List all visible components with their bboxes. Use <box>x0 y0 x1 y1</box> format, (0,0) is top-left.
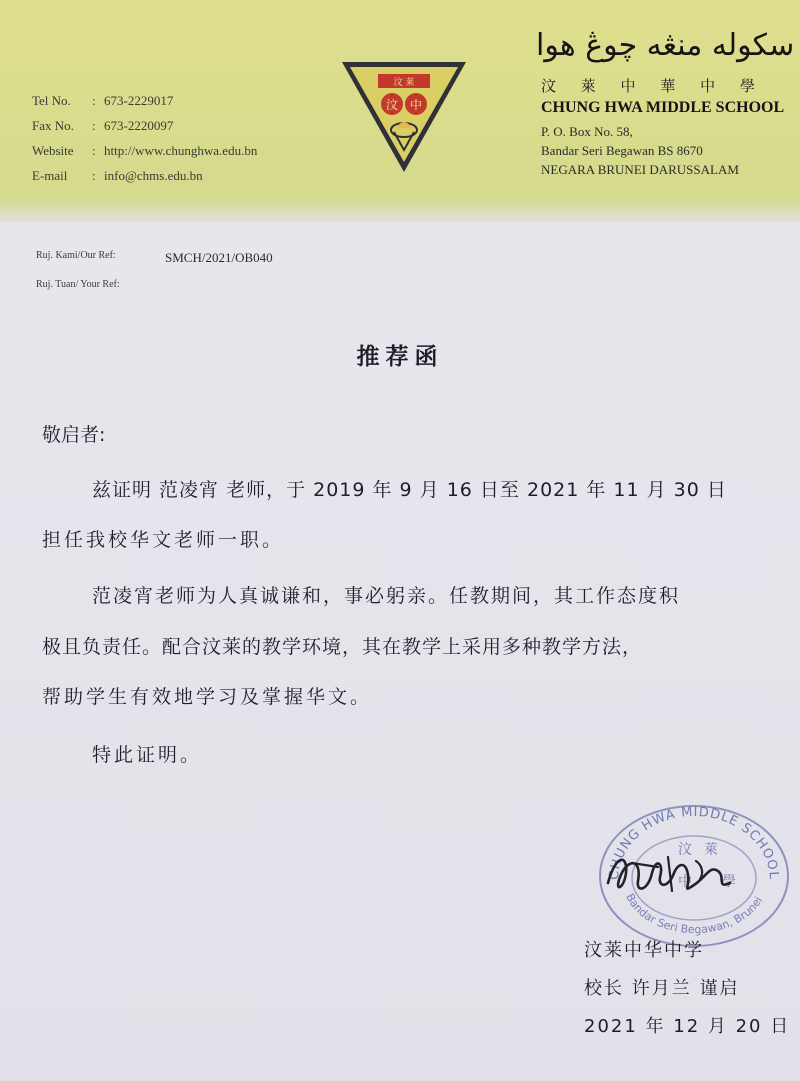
closing-signer: 校长 许月兰 谨启 <box>584 978 740 999</box>
address-line: NEGARA BRUNEI DARUSSALAM <box>541 162 739 177</box>
contact-label: E-mail <box>32 168 68 183</box>
our-ref-label: Ruj. Kami/Our Ref: <box>36 250 116 261</box>
school-address <box>541 122 739 179</box>
school-name-chinese: 汶 萊 中 華 中 學 <box>541 77 765 95</box>
your-ref-label: Ruj. Tuan/ Your Ref: <box>36 279 120 290</box>
stamp-char: 汶 <box>678 842 692 858</box>
contact-row <box>32 163 257 188</box>
stamp-char: 萊 <box>704 842 718 858</box>
school-crest-logo <box>340 58 468 176</box>
para1-line1: 兹证明 范凌宵 老师，于 2019 年 9 月 16 日至 2021 年 11 月 30 日 <box>92 479 727 501</box>
stamp-bottom-text-path: Bandar Seri Begawan, Brunei <box>623 891 766 937</box>
email-link[interactable]: info@chms.edu.bn <box>104 168 203 183</box>
crest-left-char: 汶 <box>385 98 399 112</box>
stamp-char: 中 <box>678 874 692 890</box>
crest-banner-text: 汶 莱 <box>393 78 415 88</box>
fax-value: 673-2220097 <box>104 118 174 133</box>
contact-label: Tel No. <box>32 93 71 108</box>
school-name-jawi: سکوله منڠه چوڠ هوا <box>536 28 795 63</box>
salutation: 敬启者: <box>42 424 106 446</box>
crest-right-char: 中 <box>409 98 423 112</box>
stamp-char: 學 <box>722 874 736 890</box>
contact-sep: : <box>92 93 96 108</box>
tel-value: 673-2229017 <box>104 93 174 108</box>
contact-row <box>32 88 257 113</box>
para2-line1: 范凌宵老师为人真诚谦和，事必躬亲。任教期间，其工作态度积 <box>92 585 681 607</box>
closing-date: 2021 年 12 月 20 日 <box>584 1016 791 1037</box>
letter-title: 推荐函 <box>356 344 444 370</box>
contact-row <box>32 138 257 163</box>
contact-label: Website <box>32 143 74 158</box>
contact-sep: : <box>92 143 96 158</box>
our-ref-value: SMCH/2021/OB040 <box>165 250 273 265</box>
para2-line3: 帮助学生有效地学习及掌握华文。 <box>42 686 373 708</box>
website-link[interactable]: http://www.chunghwa.edu.bn <box>104 143 258 158</box>
contact-sep: : <box>92 118 96 133</box>
contact-row <box>32 113 257 138</box>
para3: 特此证明。 <box>92 744 203 766</box>
school-name-english: CHUNG HWA MIDDLE SCHOOL <box>541 99 785 116</box>
address-line: P. O. Box No. 58, <box>541 124 633 139</box>
reference-labels <box>36 241 120 299</box>
contact-block <box>32 88 257 188</box>
contact-label: Fax No. <box>32 118 74 133</box>
stamp-ring-text-path: CHUNG HWA MIDDLE SCHOOL <box>606 804 782 881</box>
address-line: Bandar Seri Begawan BS 8670 <box>541 143 703 158</box>
closing-block <box>584 932 790 1046</box>
para2-line2: 极且负责任。配合汶莱的教学环境，其在教学上采用多种教学方法， <box>42 636 643 658</box>
contact-sep: : <box>92 168 96 183</box>
closing-school: 汶莱中华中学 <box>584 940 704 961</box>
handwritten-signature <box>598 843 738 903</box>
para1-line2: 担任我校华文老师一职。 <box>42 529 285 551</box>
